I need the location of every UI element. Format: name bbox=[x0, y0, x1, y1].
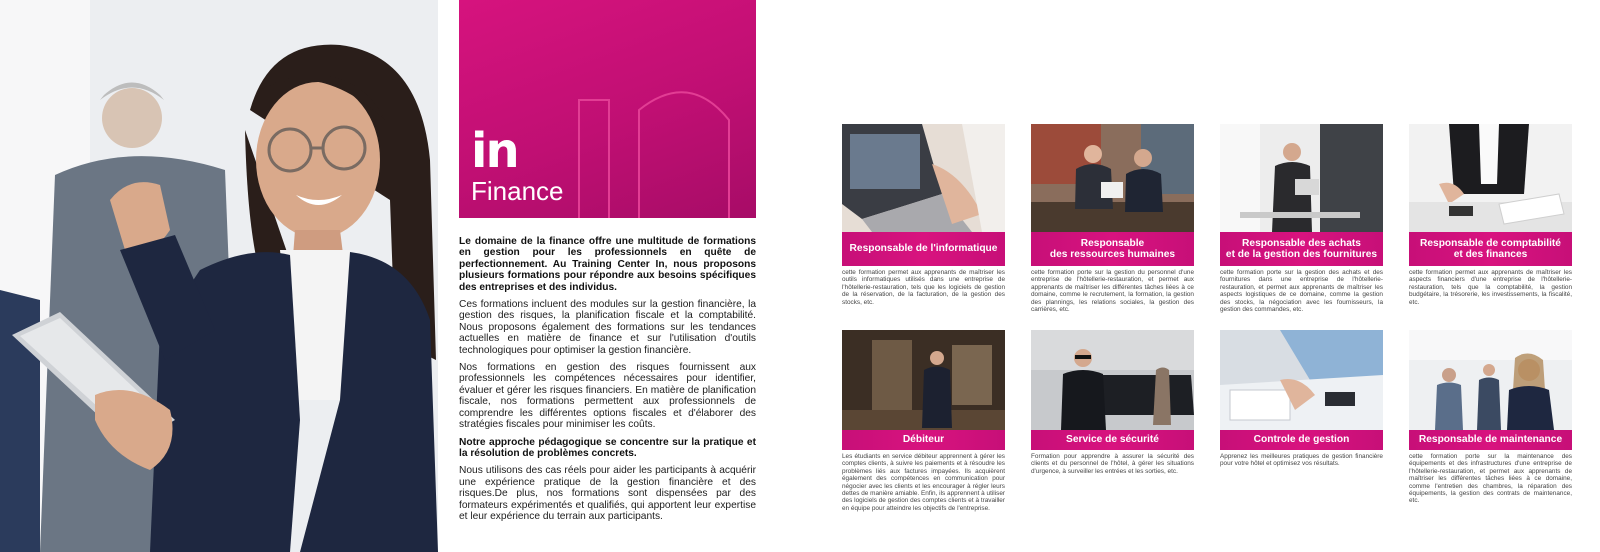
card-description: Formation pour apprendre à assurer la sécurité des clients et du personnel de l'hôtel, à gérer les situations d'urgence, à surveiller les entrées et les sorties, etc. bbox=[1031, 453, 1194, 475]
card-image bbox=[1031, 124, 1194, 232]
card-description: Apprenez les meilleures pratiques de gestion financière pour votre hôtel et optimisez vos résultats. bbox=[1220, 453, 1383, 468]
card-image bbox=[1220, 124, 1383, 232]
card-image bbox=[842, 330, 1005, 430]
card-description: Les étudiants en service débiteur apprennent à gérer les comptes clients, à suivre les paiements et à résoudre les problèmes liés aux factures impayées. Ils acquièrent également des compétences en communication pour négocier avec les clients et les encourager à régler leurs dettes de manière amiable. Enfin, ils apprennent à utiliser des logiciels de gestion des comptes clients et à travailler en équipe pour atteindre les objectifs de l'entreprise. bbox=[842, 453, 1005, 512]
intro-paragraph-2: Ces formations incluent des modules sur la gestion financière, la gestion des risques, la planification fiscale et la comptabilité. Nous proposons également des formations sur les tendances actuelles en matière de finance et sur l'utilisation d'outils technologiques pour optimiser la gestion financière. bbox=[459, 299, 756, 356]
card-description: cette formation permet aux apprenants de maîtriser les aspects financiers d'une entreprise de l'hôtellerie-restauration, tels que la comptabilité, la gestion budgétaire, la trésorerie, les investissements, la fiscalité, etc. bbox=[1409, 269, 1572, 306]
logo-watermark bbox=[569, 40, 756, 218]
card-description: cette formation porte sur la maintenance des équipements et des infrastructures d'une entreprise de l'hôtellerie-restauration, et permet aux apprenants de maîtriser les différentes tâches liées à ce domaine, comme l'entretien des chambres, la réparation des équipements, la gestion des contrats de maintenance, etc. bbox=[1409, 453, 1572, 505]
card-comptabilite-finances[interactable] bbox=[1409, 124, 1572, 306]
card-controle-gestion[interactable] bbox=[1220, 330, 1383, 468]
card-image bbox=[1031, 330, 1194, 430]
card-image bbox=[1409, 124, 1572, 232]
hero-photo bbox=[0, 0, 438, 552]
card-title: Controle de gestion bbox=[1220, 430, 1383, 450]
intro-paragraph-5: Nous utilisons des cas réels pour aider les participants à acquérir une expérience pratique de la gestion financière et des risques.De plus, nos formations sont dispensées par des formateurs expérimentés et qualifiés, qui apportent leur expertise et leur expérience du terrain aux participants. bbox=[459, 465, 756, 522]
card-title: Service de sécurité bbox=[1031, 430, 1194, 450]
card-description: cette formation porte sur la gestion du personnel d'une entreprise de l'hôtellerie-restauration, et permet aux apprenants de maîtriser les différentes tâches liées à ce domaine, comme le recrutement, la formation, la gestion des plannings, les relations sociales, la gestion des carrières, etc. bbox=[1031, 269, 1194, 314]
card-title: Responsable de l'informatique bbox=[842, 232, 1005, 266]
finance-header-card bbox=[459, 0, 756, 218]
card-maintenance[interactable] bbox=[1409, 330, 1572, 505]
section-title: Finance bbox=[471, 176, 564, 206]
intro-paragraph-3: Nos formations en gestion des risques fournissent aux professionnels les compétences nécessaires pour identifier, évaluer et gérer les risques financiers. En matière de planification fiscale, nos formations permettent aux professionnels de comprendre les différentes options fiscales et d'élaborer des stratégies fiscales pour minimiser les coûts. bbox=[459, 362, 756, 431]
card-description: cette formation porte sur la gestion des achats et des fournitures dans une entreprise de l'hôtellerie-restauration, et permet aux apprenants de maîtriser les aspects logistiques de ce domaine, comme la gestion des stocks, la négociation avec les fournisseurs, la gestion des commandes, etc. bbox=[1220, 269, 1383, 314]
card-title: Responsable des achats et de la gestion des fournitures bbox=[1220, 232, 1383, 266]
card-debiteur[interactable] bbox=[842, 330, 1005, 512]
card-achats-fournitures[interactable] bbox=[1220, 124, 1383, 313]
card-title: Débiteur bbox=[842, 430, 1005, 450]
card-title: Responsable des ressources humaines bbox=[1031, 232, 1194, 266]
card-securite[interactable] bbox=[1031, 330, 1194, 475]
card-informatique[interactable] bbox=[842, 124, 1005, 306]
intro-paragraph-4: Notre approche pédagogique se concentre sur la pratique et la résolution de problèmes concrets. bbox=[459, 436, 756, 459]
intro-text bbox=[459, 236, 756, 528]
card-image bbox=[842, 124, 1005, 232]
card-ressources-humaines[interactable] bbox=[1031, 124, 1194, 313]
card-image bbox=[1220, 330, 1383, 430]
brand-logo: in bbox=[471, 123, 518, 179]
card-description: cette formation permet aux apprenants de maîtriser les outils informatiques utilisés dans une entreprise de l'hôtellerie-restauration, tels que les logiciels de gestion de la réservation, de la facturation, de la gestion des stocks, etc. bbox=[842, 269, 1005, 306]
card-title: Responsable de maintenance bbox=[1409, 430, 1572, 450]
intro-paragraph-1: Le domaine de la finance offre une multitude de formations en gestion pour les professionnels en quête de perfectionnement. Au Training Center In, nous proposons plusieurs formations pour répondre aux besoins spécifiques des entreprises et des individus. bbox=[459, 236, 756, 293]
card-image bbox=[1409, 330, 1572, 430]
card-title: Responsable de comptabilité et des finances bbox=[1409, 232, 1572, 266]
